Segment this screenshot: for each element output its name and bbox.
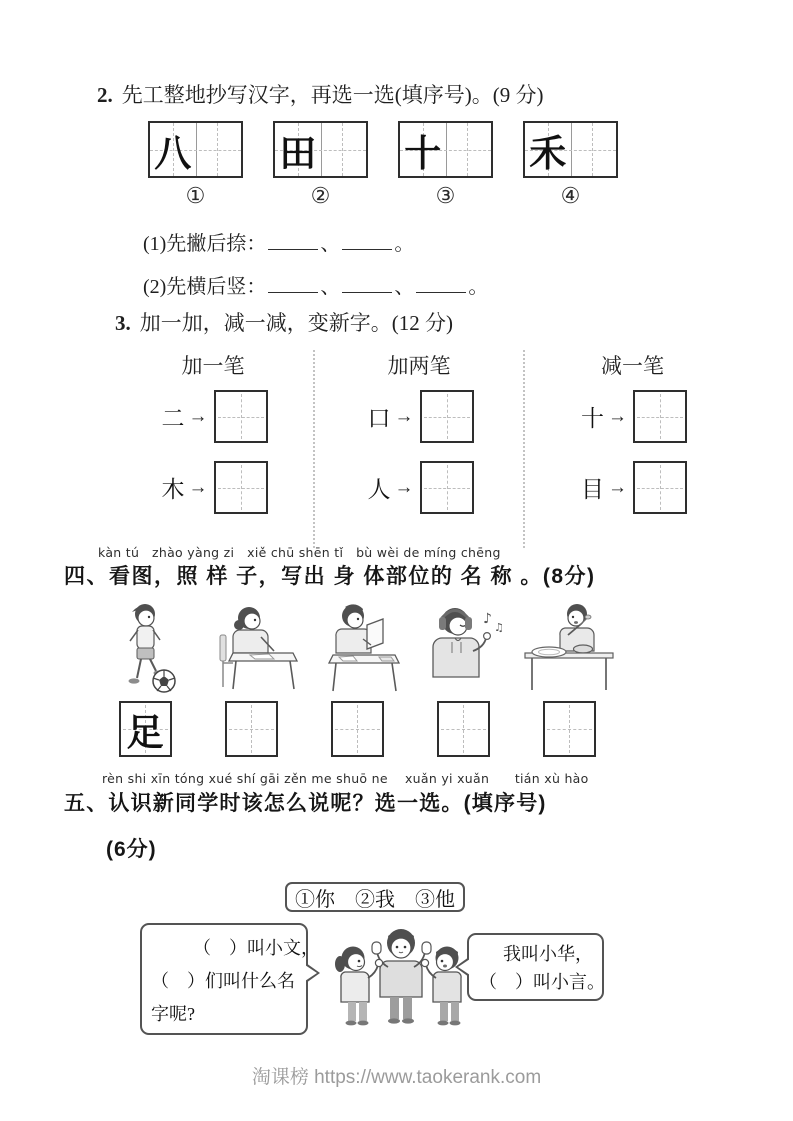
period: 。	[394, 233, 415, 255]
q3-column-add-one-stroke	[113, 350, 313, 548]
model-character: 田	[279, 133, 317, 175]
q5-score: (6分)	[106, 838, 157, 861]
watermark-footer: 淘课榜 https://www.taokerank.com	[251, 1067, 542, 1088]
q2-subquestion-1	[143, 227, 414, 256]
q4-cell	[198, 599, 304, 757]
source-character: 目	[581, 477, 604, 502]
copy-grid-shi[interactable]	[398, 121, 493, 178]
bubble-line: 我叫小华，	[503, 944, 593, 964]
separator: 、	[394, 276, 415, 298]
grid-number-label: ④	[560, 183, 581, 208]
q5-dialog-scene	[0, 876, 793, 1048]
answer-blank[interactable]	[268, 235, 318, 250]
svg-text:♪: ♪	[483, 611, 492, 627]
copy-grid-item	[148, 121, 243, 209]
source-character: 人	[367, 477, 391, 502]
bubble-pointer	[305, 965, 317, 981]
q2-number: 2.	[97, 83, 113, 107]
answer-box[interactable]	[420, 461, 474, 514]
example-character: 足	[126, 713, 164, 754]
picture-frame	[307, 599, 407, 695]
boy-kicking-soccer-ball-illustration	[101, 601, 189, 695]
arrow-icon: →	[188, 476, 208, 498]
answer-box[interactable]	[437, 701, 490, 757]
source-character: 木	[161, 477, 185, 502]
separator: 、	[320, 233, 341, 255]
answer-blank[interactable]	[342, 278, 392, 293]
bubble-line: （ ）们叫什么名	[151, 971, 295, 991]
sub2-prefix: (2)先横后竖：	[143, 276, 267, 298]
copy-grid-he[interactable]	[523, 121, 618, 178]
three-children-greeting-illustration	[330, 924, 472, 1036]
answer-box[interactable]	[214, 461, 268, 514]
model-character: 八	[154, 133, 192, 175]
q3-columns	[113, 350, 740, 548]
q3-row	[365, 461, 474, 514]
q4-picture-cells	[92, 599, 622, 757]
picture-frame	[203, 599, 299, 695]
q2-title	[97, 79, 543, 109]
bubble-line: （ ）叫小文，	[193, 938, 319, 958]
q3-column-remove-one-stroke	[523, 350, 740, 548]
answer-blank[interactable]	[268, 278, 318, 293]
bubble-line: （ ）叫小言。	[479, 972, 605, 992]
arrow-icon: →	[608, 476, 627, 498]
copy-grid-item	[273, 121, 368, 209]
answer-box[interactable]	[543, 701, 596, 757]
bubble-line: 字呢?	[151, 1004, 195, 1024]
child-listening-music-headphones-illustration	[415, 601, 511, 695]
arrow-icon: →	[394, 405, 414, 427]
bubble-pointer	[458, 959, 470, 975]
copy-grid-ba[interactable]	[148, 121, 243, 178]
answer-box[interactable]	[420, 390, 474, 443]
girl-reading-book-illustration	[307, 601, 407, 695]
arrow-icon: →	[394, 476, 414, 498]
answer-box[interactable]	[633, 390, 687, 443]
copy-grid-item	[398, 121, 493, 209]
picture-frame	[101, 599, 189, 695]
q3-column-add-two-strokes	[313, 350, 523, 548]
copy-grid-tian[interactable]	[273, 121, 368, 178]
sub1-prefix: (1)先撇后捺：	[143, 233, 267, 255]
answer-box[interactable]	[633, 461, 687, 514]
q3-row	[159, 390, 268, 443]
separator: 、	[320, 276, 341, 298]
q4-cell	[92, 599, 198, 757]
column-header: 加两笔	[387, 354, 451, 378]
q2-subquestion-2	[143, 270, 488, 299]
column-header: 加一笔	[181, 354, 245, 378]
grid-number-label: ②	[310, 183, 331, 208]
source-character: 口	[367, 406, 391, 431]
model-character: 禾	[529, 133, 567, 175]
options-legend-box: ①你 ②我 ③他	[285, 882, 465, 912]
q4-pinyin: kàn tú zhào yàng zi xiě chū shēn tǐ bù wèi de míng chēng	[98, 545, 501, 560]
example-answer-box	[119, 701, 172, 757]
q3-title-text: 加一加，减一减，变新字。(12 分)	[139, 311, 453, 335]
picture-frame	[415, 599, 511, 695]
boy-eating-at-table-illustration	[521, 601, 617, 695]
grid-number-label: ③	[435, 183, 456, 208]
arrow-icon: →	[608, 405, 627, 427]
q2-title-text: 先工整地抄写汉字，再选一选(填序号)。(9 分)	[121, 83, 544, 107]
grid-number-label: ①	[185, 183, 206, 208]
q3-row	[159, 461, 268, 514]
picture-frame	[521, 599, 617, 695]
q3-row	[578, 390, 687, 443]
answer-box[interactable]	[331, 701, 384, 757]
source-character: 二	[161, 406, 185, 431]
q5-title: 五、认识新同学时该怎么说呢？选一选。(填序号)	[64, 792, 547, 815]
girl-writing-at-desk-illustration	[203, 601, 299, 695]
answer-blank[interactable]	[416, 278, 466, 293]
q3-row	[365, 390, 474, 443]
source-character: 十	[581, 406, 604, 431]
period: 。	[468, 276, 489, 298]
q3-number: 3.	[115, 311, 131, 335]
q5-pinyin: rèn shi xīn tóng xué shí gāi zěn me shuō ne xuǎn yi xuǎn tián xù hào	[102, 771, 589, 786]
q2-copy-grids-row	[148, 121, 618, 209]
left-speech-bubble	[140, 923, 319, 1035]
copy-grid-item	[523, 121, 618, 209]
q4-cell	[304, 599, 410, 757]
column-header: 减一笔	[601, 354, 664, 378]
q3-row	[578, 461, 687, 514]
answer-blank[interactable]	[342, 235, 392, 250]
right-speech-bubble	[467, 933, 604, 1001]
arrow-icon: →	[188, 405, 208, 427]
q4-cell	[410, 599, 516, 757]
answer-box[interactable]	[214, 390, 268, 443]
svg-text:♫: ♫	[494, 621, 504, 634]
answer-box[interactable]	[225, 701, 278, 757]
q4-cell	[516, 599, 622, 757]
model-character: 十	[404, 133, 442, 175]
q3-title	[115, 307, 453, 337]
q4-title: 四、看图，照 样 子，写出 身 体部位的 名 称 。(8分)	[64, 565, 596, 588]
